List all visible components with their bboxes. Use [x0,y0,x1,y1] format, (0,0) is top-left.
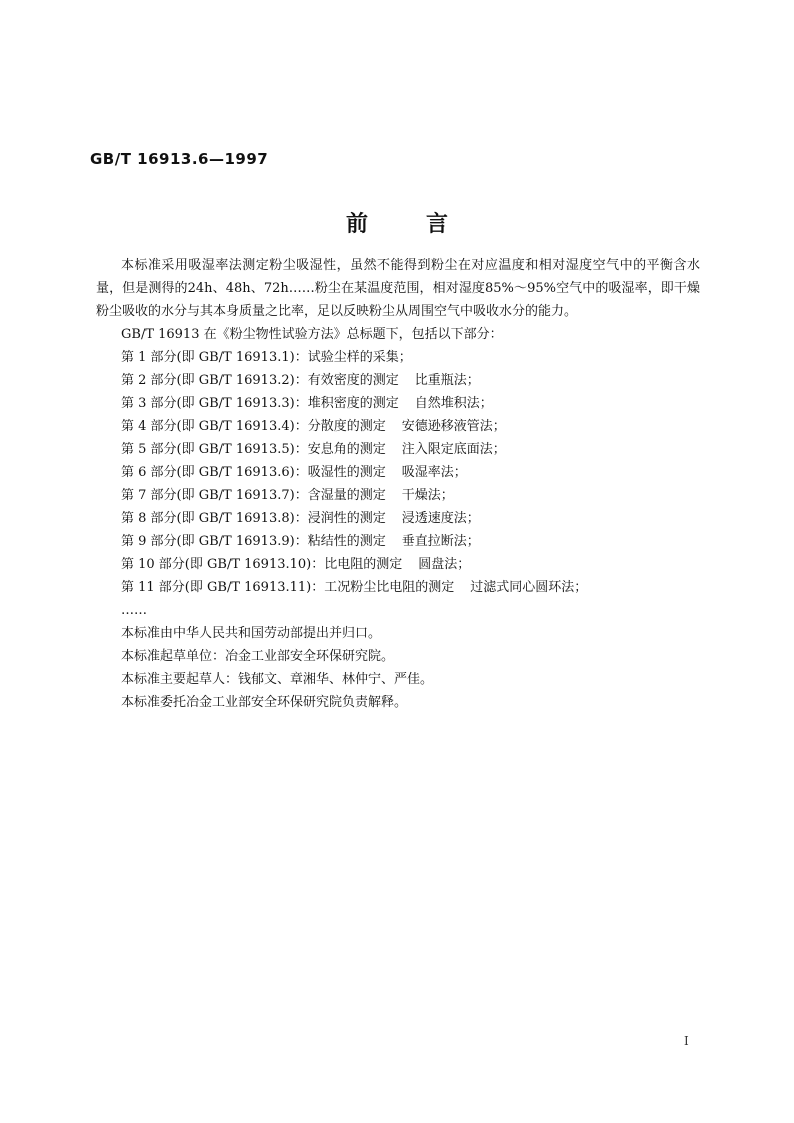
part-item-6 [96,461,700,484]
list-ellipsis: …… [121,603,147,618]
part-item-3 [96,392,700,415]
part-ref: 第 2 部分(即 GB/T 16913.2)：有效密度的测定 [121,373,399,388]
part-ref: 第 5 部分(即 GB/T 16913.5)：安息角的测定 [121,442,386,457]
statement-interpretation: 本标准委托冶金工业部安全环保研究院负责解释。 [121,695,408,710]
statement-proposer: 本标准由中华人民共和国劳动部提出并归口。 [121,626,382,641]
part-ref: 第 4 部分(即 GB/T 16913.4)：分散度的测定 [121,419,386,434]
part-item-1 [96,346,700,369]
part-method: 浸透速度法； [401,511,480,526]
part-method: 注入限定底面法； [401,442,506,457]
part-method: 自然堆积法； [414,396,493,411]
part-ref: 第 10 部分(即 GB/T 16913.10)：比电阻的测定 [121,557,403,572]
part-method: 干燥法； [401,488,454,503]
part-ref: 第 3 部分(即 GB/T 16913.3)：堆积密度的测定 [121,396,399,411]
statement-drafters: 本标准主要起草人：钱郁文、章湘华、林仲宁、严佳。 [121,672,434,687]
part-item-5 [96,438,700,461]
part-ref: 第 1 部分(即 GB/T 16913.1)：试验尘样的采集； [121,350,412,365]
part-item-2 [96,369,700,392]
page-number: I [684,1034,689,1048]
part-item-4 [96,415,700,438]
part-method: 安德逊移液管法； [401,419,506,434]
part-item-9 [96,530,700,553]
statement-drafting-unit: 本标准起草单位：冶金工业部安全环保研究院。 [121,649,395,664]
part-item-10 [96,553,700,576]
part-method: 圆盘法； [418,557,471,572]
series-intro: GB/T 16913 在《粉尘物性试验方法》总标题下，包括以下部分： [121,327,503,342]
part-ref: 第 6 部分(即 GB/T 16913.6)：吸湿性的测定 [121,465,386,480]
part-ref: 第 9 部分(即 GB/T 16913.9)：粘结性的测定 [121,534,386,549]
page-title: 前言 [345,212,506,237]
part-method: 过滤式同心圆环法； [470,580,588,595]
part-method: 比重瓶法； [414,373,480,388]
part-method: 吸湿率法； [401,465,467,480]
part-ref: 第 8 部分(即 GB/T 16913.8)：浸润性的测定 [121,511,386,526]
part-ref: 第 11 部分(即 GB/T 16913.11)：工况粉尘比电阻的测定 [121,580,455,595]
part-method: 垂直拉断法； [401,534,480,549]
part-ref: 第 7 部分(即 GB/T 16913.7)：含湿量的测定 [121,488,386,503]
intro-paragraph: 本标准采用吸湿率法测定粉尘吸湿性，虽然不能得到粉尘在对应温度和相对湿度空气中的平衡含水量，但是测得的24h、48h、72h……粉尘在某温度范围，相对湿度85%～95%空气中的吸湿率，即干燥粉尘吸收的水分与其本身质量之比率，足以反映粉尘从周围空气中吸收水分的能力。 [96,258,700,319]
part-item-8 [96,507,700,530]
foreword-body [96,254,700,714]
part-item-7 [96,484,700,507]
part-item-11 [96,576,700,599]
standard-code: GB/T 16913.6—1997 [90,150,269,168]
